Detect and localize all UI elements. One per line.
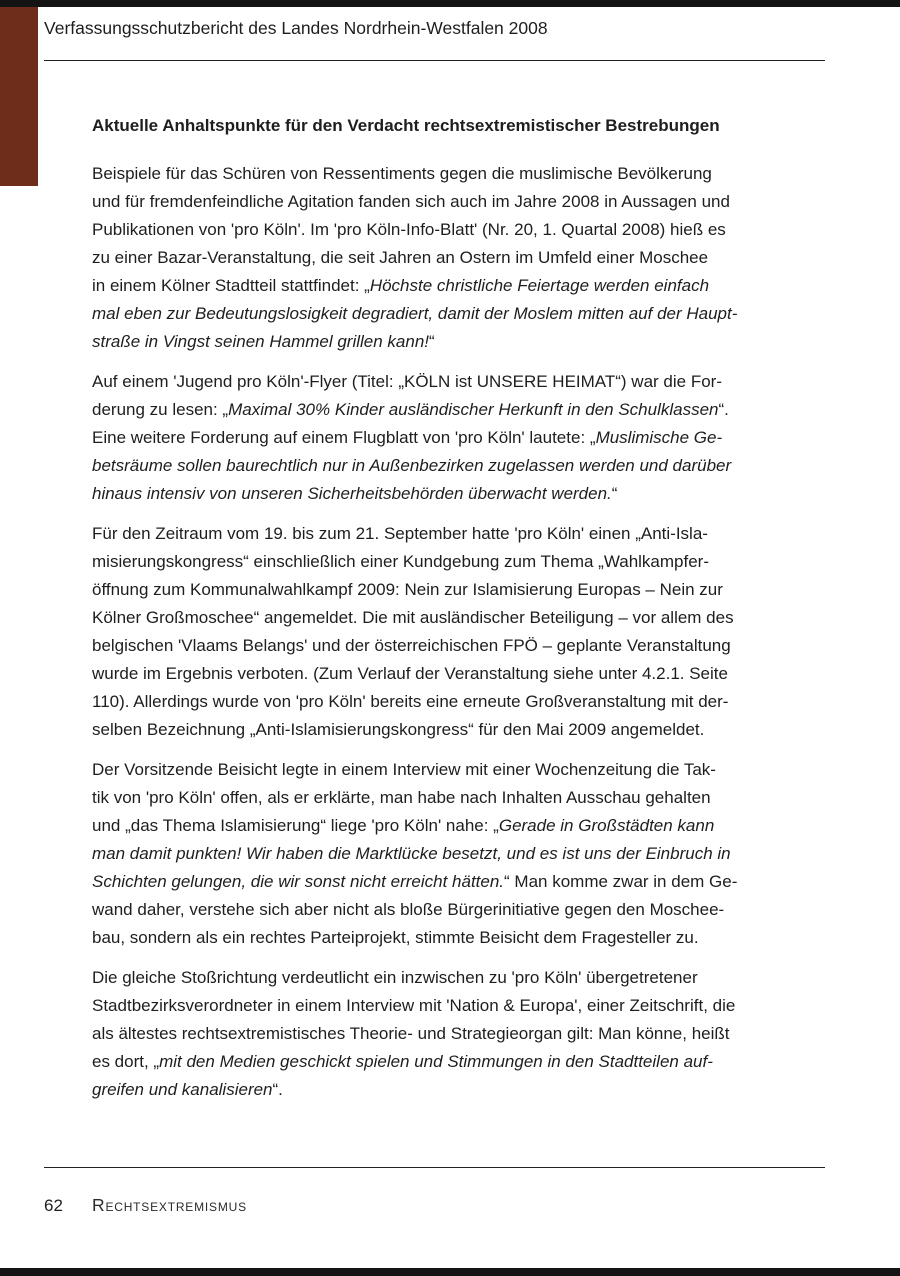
text-line: greifen und kanalisieren“. [92,1080,283,1099]
text-line: Eine weitere Forderung auf einem Flugblatt von 'pro Köln' lautete: „Muslimische Ge- [92,428,723,447]
scan-edge-bottom [0,1268,900,1276]
text-line: man damit punkten! Wir haben die Marktlücke besetzt, und es ist uns der Einbruch in [92,844,731,863]
text-line: betsräume sollen baurechtlich nur in Außenbezirken zugelassen werden und darüber [92,456,732,475]
page-number: 62 [44,1196,63,1215]
text-line: wurde im Ergebnis verboten. (Zum Verlauf der Veranstaltung siehe unter 4.2.1. Seite [92,664,728,683]
text-line: und „das Thema Islamisierung“ liege 'pro Köln' nahe: „Gerade in Großstädten kann [92,816,715,835]
text-line: zu einer Bazar-Veranstaltung, die seit Jahren an Ostern im Umfeld einer Moschee [92,248,709,267]
paragraph [92,368,834,508]
text-line: Beispiele für das Schüren von Ressentiments gegen die muslimische Bevölkerung [92,164,712,183]
accent-color-bar [0,0,38,186]
text-line: tik von 'pro Köln' offen, als er erklärte, man habe nach Inhalten Ausschau gehalten [92,788,711,807]
paragraph [92,160,834,356]
text-line: Auf einem 'Jugend pro Köln'-Flyer (Titel: „KÖLN ist UNSERE HEIMAT“) war die For- [92,372,722,391]
footer-section-label: Rechtsextremismus [92,1195,247,1215]
text-line: selben Bezeichnung „Anti-Islamisierungskongress“ für den Mai 2009 angemeldet. [92,720,705,739]
text-line: misierungskongress“ einschließlich einer Kundgebung zum Thema „Wahlkampfer- [92,552,709,571]
body-content [92,112,834,1116]
footer-rule [44,1167,825,1168]
text-line: hinaus intensiv von unseren Sicherheitsbehörden überwacht werden.“ [92,484,618,503]
scan-edge-top [0,0,900,7]
text-line: Die gleiche Stoßrichtung verdeutlicht ein inzwischen zu 'pro Köln' übergetretener [92,968,698,987]
text-line: Kölner Großmoschee“ angemeldet. Die mit ausländischer Beteiligung – vor allem des [92,608,734,627]
text-line: mal eben zur Bedeutungslosigkeit degradiert, damit der Moslem mitten auf der Haupt- [92,304,738,323]
text-line: es dort, „mit den Medien geschickt spielen und Stimmungen in den Stadtteilen auf- [92,1052,713,1071]
text-line: straße in Vingst seinen Hammel grillen kann!“ [92,332,435,351]
paragraph [92,964,834,1104]
paragraph [92,756,834,952]
text-line: Für den Zeitraum vom 19. bis zum 21. September hatte 'pro Köln' einen „Anti-Isla- [92,524,708,543]
header-report-title: Verfassungsschutzbericht des Landes Nordrhein-Westfalen 2008 [44,18,548,38]
text-line: 110). Allerdings wurde von 'pro Köln' bereits eine erneute Großveranstaltung mit der- [92,692,729,711]
section-heading: Aktuelle Anhaltspunkte für den Verdacht rechtsextremistischer Bestrebungen [92,116,720,135]
header-rule [44,60,825,61]
text-line: bau, sondern als ein rechtes Parteiprojekt, stimmte Beisicht dem Fragesteller zu. [92,928,699,947]
text-line: wand daher, verstehe sich aber nicht als bloße Bürgerinitiative gegen den Moschee- [92,900,725,919]
text-line: in einem Kölner Stadtteil stattfindet: „Höchste christliche Feiertage werden einfach [92,276,710,295]
text-line: belgischen 'Vlaams Belangs' und der österreichischen FPÖ – geplante Veranstaltung [92,636,731,655]
text-line: als ältestes rechtsextremistisches Theorie- und Strategieorgan gilt: Man könne, heißt [92,1024,730,1043]
text-line: Stadtbezirksverordneter in einem Interview mit 'Nation & Europa', einer Zeitschrift, die [92,996,736,1015]
text-line: derung zu lesen: „Maximal 30% Kinder ausländischer Herkunft in den Schulklassen“. [92,400,729,419]
text-line: Publikationen von 'pro Köln'. Im 'pro Köln-Info-Blatt' (Nr. 20, 1. Quartal 2008) hieß es [92,220,726,239]
text-line: öffnung zum Kommunalwahlkampf 2009: Nein zur Islamisierung Europas – Nein zur [92,580,723,599]
paragraph [92,520,834,744]
text-line: Schichten gelungen, die wir sonst nicht erreicht hätten.“ Man komme zwar in dem Ge- [92,872,738,891]
text-line: Der Vorsitzende Beisicht legte in einem Interview mit einer Wochenzeitung die Tak- [92,760,716,779]
text-line: und für fremdenfeindliche Agitation fanden sich auch im Jahre 2008 in Aussagen und [92,192,730,211]
